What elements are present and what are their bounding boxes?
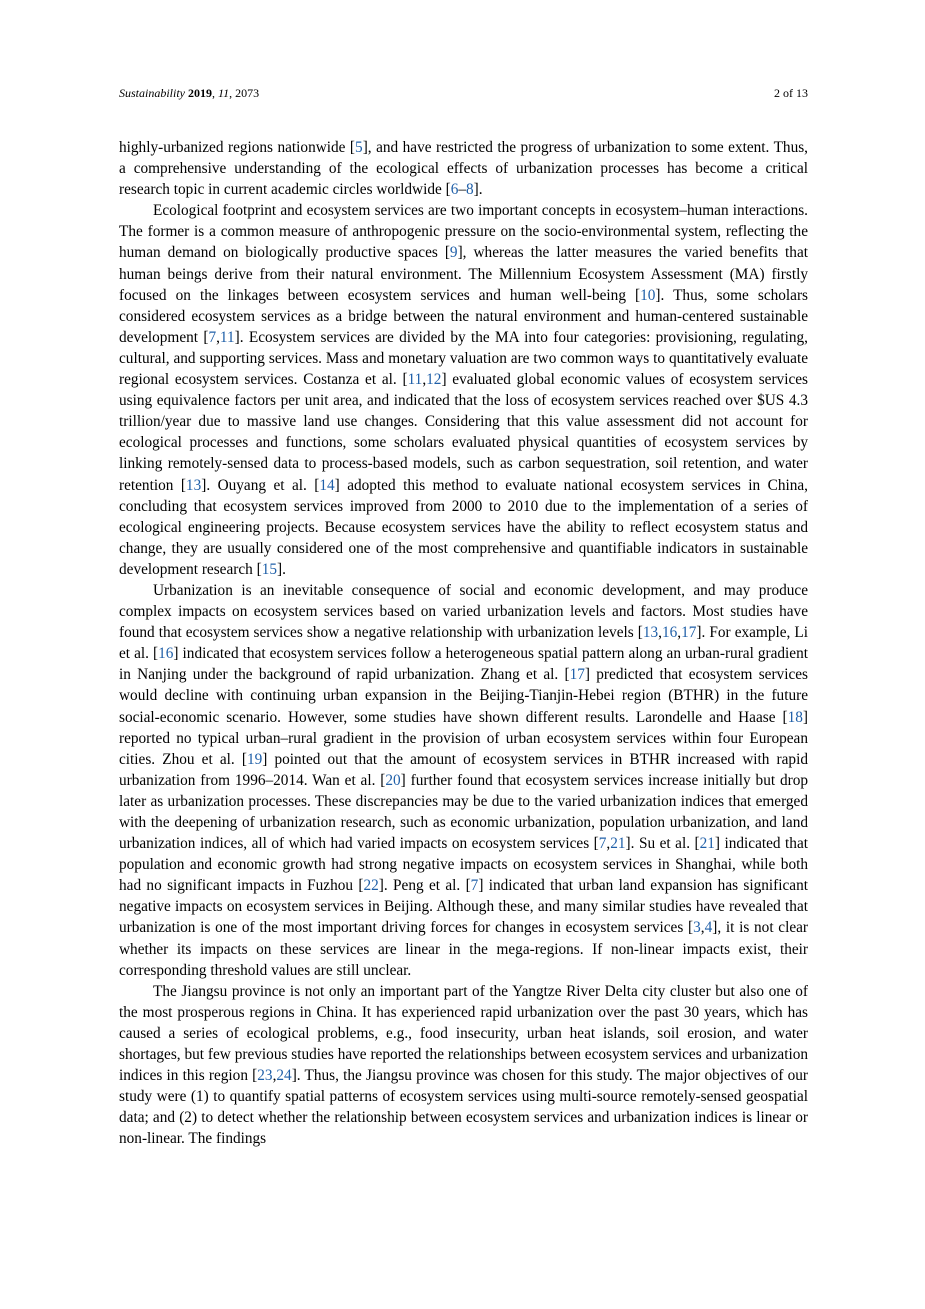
paragraph-text: ]. Ecosystem services are divided by the MA into four categories: provisioning, regulating, cultural, and supporting services. Mass and monetary valuation are two common ways to quantitatively evaluate regional ecosystem services. Costanza et al. [ (119, 328, 808, 389)
citation-link[interactable]: 8 (466, 181, 474, 199)
citation-link[interactable]: 18 (787, 708, 803, 726)
paragraph-text: ], it is not clear whether its impacts on these services are linear in the mega-regions. If non-linear impacts exist, their corresponding threshold values are still unclear. (119, 919, 809, 979)
citation-link[interactable]: 14 (319, 476, 335, 494)
paragraph-text: ]. For example, Li et al. [ (119, 624, 808, 663)
paragraph (119, 981, 808, 1150)
citation-link[interactable]: 11 (219, 328, 235, 346)
citation-link[interactable]: 21 (699, 835, 715, 853)
citation-link[interactable]: 13 (642, 624, 659, 642)
paragraph (119, 200, 808, 580)
paragraph-text: ] reported no typical urban–rural gradient in the provision of urban ecosystem services within four European cities. Zhou et al. [ (119, 708, 808, 768)
citation-link[interactable]: 7 (208, 328, 217, 346)
citation-link[interactable]: 20 (385, 771, 401, 789)
citation-link[interactable]: 13 (185, 476, 202, 494)
paragraph-text: ]. (473, 181, 483, 199)
paragraph-text: ] pointed out that the amount of ecosystem services in BTHR increased with rapid urbanization from 1996–2014. Wan et al. [ (119, 750, 808, 789)
citation-link[interactable]: 24 (276, 1067, 292, 1085)
paragraph (119, 580, 808, 981)
citation-link[interactable]: 17 (569, 666, 585, 684)
paragraph-text: ] indicated that ecosystem services follow a heterogeneous spatial pattern along an urban-rural gradient in Nanjing under the background of rapid urbanization. Zhang et al. [ (119, 645, 808, 684)
citation: Sustainability 2019, 11, 2073 (119, 86, 260, 100)
citation-link[interactable]: 17 (681, 624, 697, 642)
citation-link[interactable]: 21 (610, 835, 626, 853)
paragraph-text: highly-urbanized regions nationwide [ (119, 139, 356, 156)
paragraph-text: ]. (277, 560, 286, 578)
paragraph-text: , (700, 919, 705, 937)
citation-link[interactable]: 12 (426, 371, 442, 389)
body-text (119, 137, 808, 1150)
paragraph-text: , (422, 371, 427, 389)
citation-link[interactable]: 7 (470, 877, 479, 895)
paragraph-text: ], and have restricted the progress of urbanization to some extent. Thus, a comprehensive understanding of the ecological effects of urbanization processes has become a critical research topic in current academic circles worldwide [ (119, 139, 808, 199)
citation-link[interactable]: 4 (704, 919, 713, 937)
paragraph-text: , (216, 328, 220, 346)
paragraph-text: ]. Su et al. [ (625, 835, 700, 853)
paragraph-text: ]. Peng et al. [ (378, 877, 471, 895)
paragraph-text: ] indicated that urban land expansion has significant negative impacts on ecosystem services in Beijing. Although these, and many similar studies have revealed that urbanization is one of the most important driving forces for changes in ecosystem services [ (119, 877, 808, 937)
paragraph-text: ]. Thus, the Jiangsu province was chosen for this study. The major objectives of our study were (1) to quantify spatial patterns of ecosystem services using multi-source remotely-sensed geospatial data; and (2) to detect whether the relationship between ecosystem services and urbanization indices is linear or non-linear. The findings (119, 1067, 808, 1148)
paragraph-text: , (606, 835, 611, 853)
citation-link[interactable]: 7 (598, 835, 607, 853)
citation-link[interactable]: 3 (693, 919, 701, 937)
citation-link[interactable]: 9 (449, 244, 458, 262)
paragraph-text: ] predicted that ecosystem services would decline with continuing urban expansion in the Beijing-Tianjin-Hebei region (BTHR) in the future social-economic scenario. However, some studies have shown different results. Larondelle and Haase [ (119, 666, 808, 726)
paragraph-text: ]. Ouyang et al. [ (201, 476, 320, 494)
paragraph-text: Ecological footprint and ecosystem services are two important concepts in ecosystem–human interactions. The former is a common measure of anthropogenic pressure on the socio-environmental system, reflecting the human demand on biologically productive spaces [ (119, 202, 808, 262)
paragraph-text: ]. Thus, some scholars considered ecosystem services as a bridge between the natural environment and human-centered sustainable development [ (119, 286, 808, 346)
citation-link[interactable]: 16 (661, 624, 678, 642)
citation-link[interactable]: 6 (450, 181, 459, 199)
paragraph-text: Urbanization is an inevitable consequence of social and economic development, and may produce complex impacts on ecosystem services based on varied urbanization levels and factors. Most studies have found that ecosystem services show a negative relationship with urbanization levels [ (119, 581, 808, 642)
journal-name: Sustainability (119, 86, 185, 100)
paragraph-text: , (658, 624, 662, 642)
paragraph-text: , (677, 624, 682, 642)
paragraph-text: ] further found that ecosystem services increase initially but drop later as urbanization processes. These discrepancies may be due to the varied urbanization indices that emerged with the deepening of urbanization research, such as economic urbanization, population urbanization, and land urbanization indices, all of which had varied impacts on ecosystem services [ (119, 771, 808, 853)
citation-link[interactable]: 15 (261, 560, 277, 578)
citation-link[interactable]: 22 (363, 877, 379, 895)
article-number: 2073 (235, 86, 260, 100)
citation-link[interactable]: 10 (640, 286, 656, 304)
citation-link[interactable]: 16 (158, 645, 174, 663)
citation-link[interactable]: 5 (355, 139, 363, 156)
journal-year: 2019 (188, 86, 212, 100)
journal-volume: 11 (218, 86, 230, 100)
paragraph (119, 137, 808, 200)
citation-link[interactable]: 11 (407, 371, 423, 389)
paragraph-text: ] adopted this method to evaluate national ecosystem services in China, concluding that ecosystem services improved from 2000 to 2010 due to the implementation of a series of ecological engineering projects. Because ecosystem services have the ability to reflect ecosystem status and change, they are usually considered one of the most comprehensive and quantifiable indicators in sustainable development research [ (119, 476, 808, 578)
paragraph-text: ], whereas the latter measures the varied benefits that human beings derive from their natural environment. The Millennium Ecosystem Assessment (MA) firstly focused on the linkages between ecosystem services and human well-being [ (119, 244, 808, 304)
paragraph-text: ] evaluated global economic values of ecosystem services using equivalence factors per unit area, and indicated that the loss of ecosystem services reached over $US 4.3 trillion/year due to massive land use changes. Considering that this value assessment did not account for ecological processes and functions, some scholars evaluated physical quantities of ecosystem services by linking remotely-sensed data to process-based models, such as carbon sequestration, soil retention, and water retention [ (119, 371, 808, 494)
citation-link[interactable]: 19 (246, 750, 263, 768)
paragraph-text: The Jiangsu province is not only an important part of the Yangtze River Delta city cluster but also one of the most prosperous regions in China. It has experienced rapid urbanization over the past 30 years, which has caused a series of ecological problems, e.g., food insecurity, urban heat islands, soil erosion, and water shortages, but few previous studies have reported the relationships between ecosystem services and urbanization indices in this region [ (119, 982, 808, 1085)
paragraph-text: – (458, 181, 467, 199)
paragraph-text: , (272, 1067, 277, 1085)
citation-link[interactable]: 23 (257, 1067, 273, 1085)
page-number: 2 of 13 (774, 86, 808, 100)
paragraph-text: ] indicated that population and economic growth had strong negative impacts on ecosystem services in Shanghai, while both had no significant impacts in Fuzhou [ (119, 835, 808, 895)
